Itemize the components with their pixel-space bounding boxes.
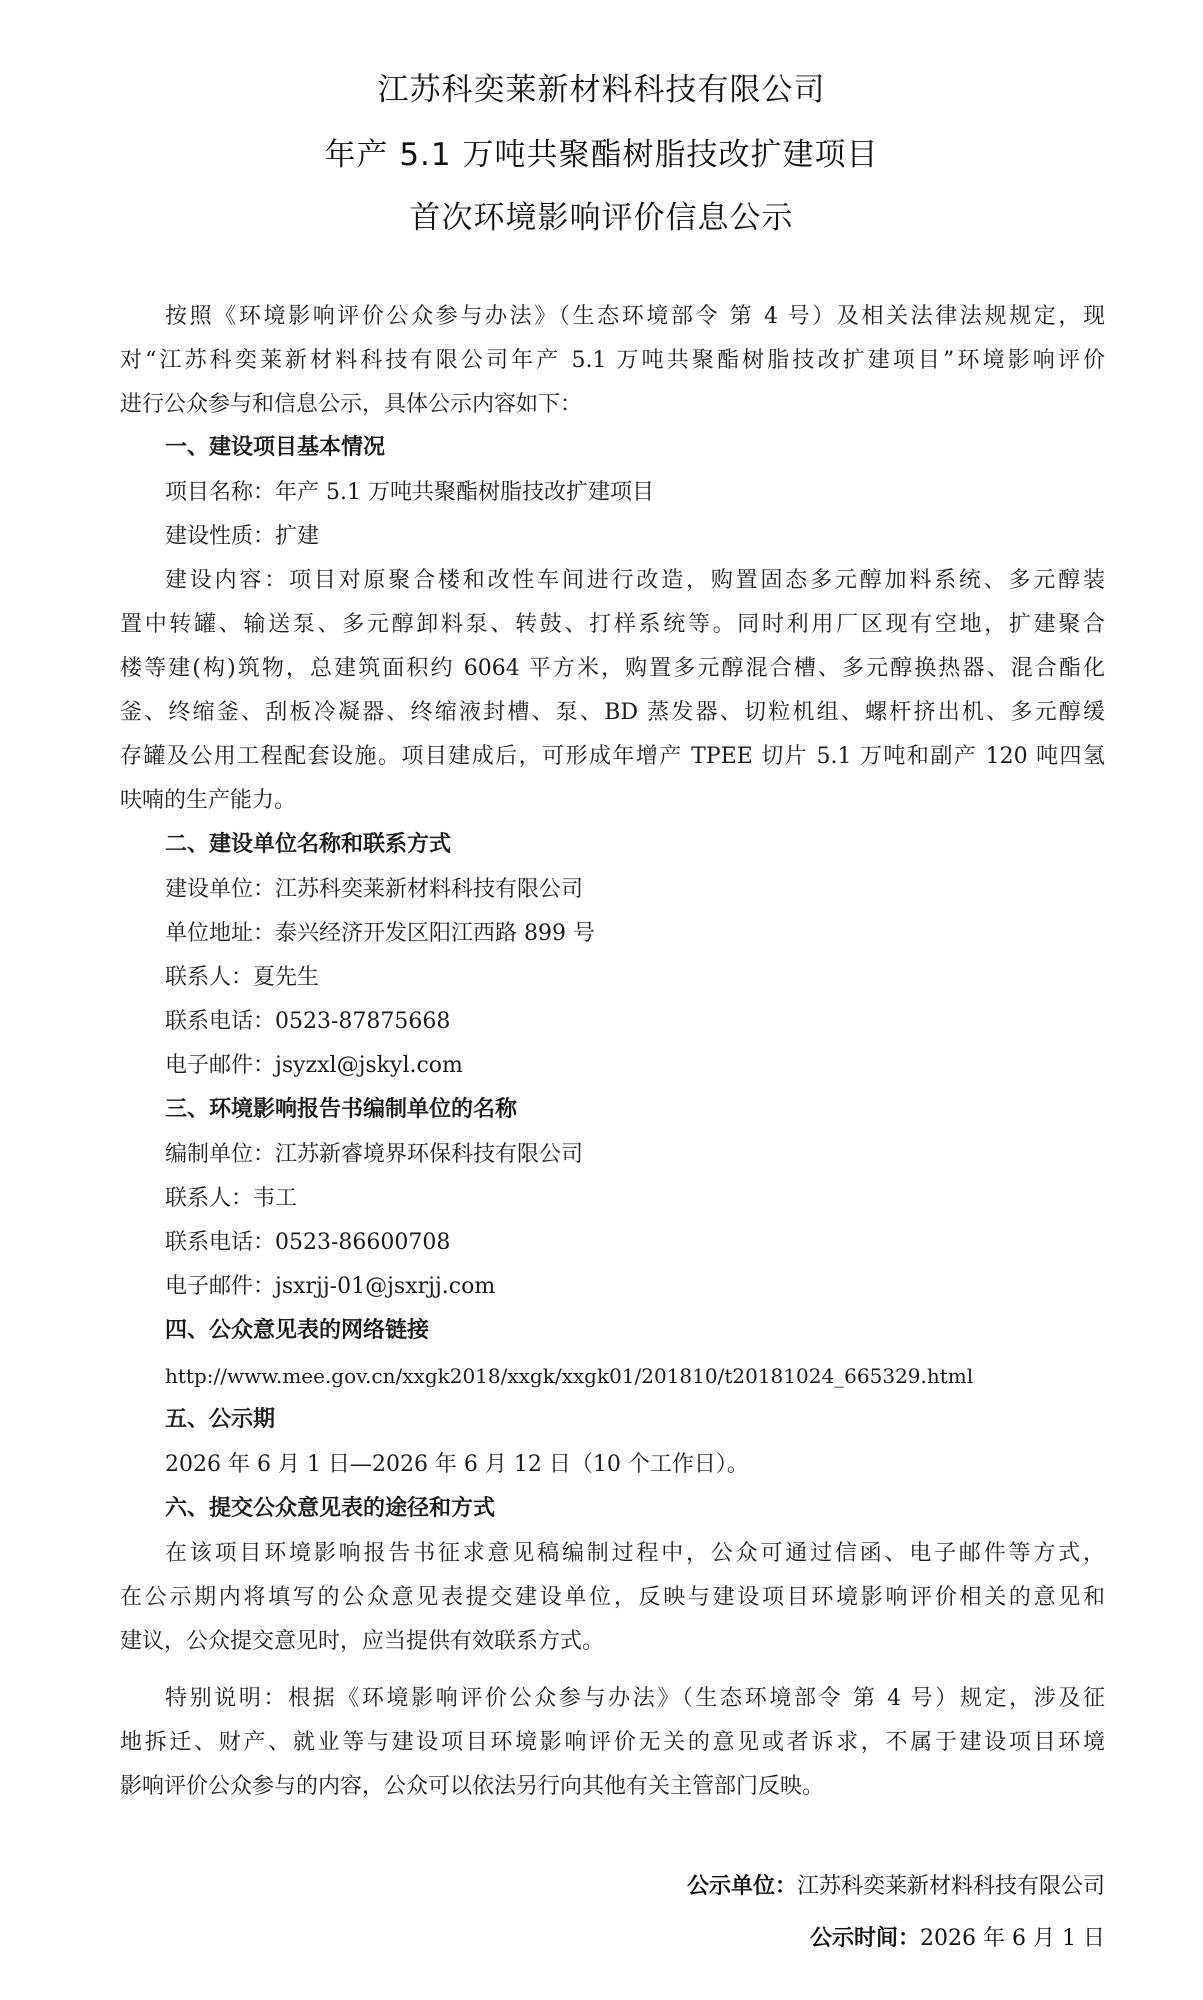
construction-content-line: 存罐及公用工程配套设施。项目建成后，可形成年增产 TPEE 切片 5.1 万吨和副产 120 吨四氢 bbox=[120, 744, 1105, 769]
opinion-form-link[interactable]: http://www.mee.gov.cn/xxgk2018/xxgk/xxgk01/201810/t20181024_665329.html bbox=[165, 1364, 974, 1388]
signoff-unit bbox=[687, 1872, 1105, 1902]
intro-line: 进行公众参与和信息公示，具体公示内容如下： bbox=[120, 392, 583, 417]
construction-content-line: 建设内容：项目对原聚合楼和改性车间进行改造，购置固态多元醇加料系统、多元醇装 bbox=[165, 568, 1105, 593]
document-title-project: 年产 5.1 万吨共聚酯树脂技改扩建项目 bbox=[324, 137, 879, 173]
construction-content-line: 置中转罐、输送泵、多元醇卸料泵、转鼓、打样系统等。同时利用厂区现有空地，扩建聚合 bbox=[120, 612, 1105, 637]
section-heading-report-unit: 三、环境影响报告书编制单位的名称 bbox=[165, 1097, 518, 1122]
developer-email: 电子邮件：jsyzxl@jskyl.com bbox=[165, 1053, 463, 1078]
project-name: 项目名称：年产 5.1 万吨共聚酯树脂技改扩建项目 bbox=[165, 480, 654, 505]
document-title-company: 江苏科奕莱新材料科技有限公司 bbox=[377, 72, 826, 108]
intro-line: 对“江苏科奕莱新材料科技有限公司年产 5.1 万吨共聚酯树脂技改扩建项目”环境影响评价 bbox=[120, 348, 1105, 373]
construction-content-line: 呋喃的生产能力。 bbox=[120, 788, 297, 813]
construction-content-line: 釜、终缩釜、刮板冷凝器、终缩液封槽、泵、BD 蒸发器、切粒机组、螺杆挤出机、多元醇缓 bbox=[120, 700, 1105, 725]
construction-nature: 建设性质：扩建 bbox=[165, 524, 320, 549]
submission-line: 在公示期内将填写的公众意见表提交建设单位，反映与建设项目环境影响评价相关的意见和 bbox=[120, 1585, 1105, 1610]
section-heading-link: 四、公众意见表的网络链接 bbox=[165, 1318, 430, 1343]
special-note-line: 地拆迁、财产、就业等与建设项目环境影响评价无关的意见或者诉求，不属于建设项目环境 bbox=[120, 1730, 1105, 1755]
signoff-time bbox=[810, 1924, 1105, 1954]
report-email: 电子邮件：jsxrjj-01@jsxrjj.com bbox=[165, 1274, 496, 1299]
section-heading-developer: 二、建设单位名称和联系方式 bbox=[165, 832, 452, 857]
signoff-time-value: 2026 年 6 月 1 日 bbox=[920, 1926, 1105, 1951]
special-note-line: 特别说明：根据《环境影响评价公众参与办法》（生态环境部令 第 4 号）规定，涉及征 bbox=[165, 1686, 1105, 1711]
submission-line: 在该项目环境影响报告书征求意见稿编制过程中，公众可通过信函、电子邮件等方式， bbox=[165, 1541, 1105, 1566]
developer-contact: 联系人：夏先生 bbox=[165, 965, 320, 990]
section-heading-period: 五、公示期 bbox=[165, 1407, 276, 1432]
intro-line: 按照《环境影响评价公众参与办法》（生态环境部令 第 4 号）及相关法律法规规定，现 bbox=[165, 304, 1105, 329]
signoff-time-label: 公示时间： bbox=[810, 1926, 921, 1951]
signoff-unit-value: 江苏科奕莱新材料科技有限公司 bbox=[796, 1874, 1105, 1899]
section-heading-submission: 六、提交公众意见表的途径和方式 bbox=[165, 1496, 496, 1521]
developer-phone: 联系电话：0523-87875668 bbox=[165, 1009, 451, 1034]
developer-address: 单位地址：泰兴经济开发区阳江西路 899 号 bbox=[165, 921, 595, 946]
construction-content-line: 楼等建(构)筑物，总建筑面积约 6064 平方米，购置多元醇混合槽、多元醇换热器、混合酯化 bbox=[120, 656, 1105, 681]
document-title-notice: 首次环境影响评价信息公示 bbox=[409, 200, 794, 236]
report-phone: 联系电话：0523-86600708 bbox=[165, 1230, 451, 1255]
report-unit: 编制单位：江苏新睿境界环保科技有限公司 bbox=[165, 1142, 584, 1167]
report-contact: 联系人：韦工 bbox=[165, 1186, 298, 1211]
submission-line: 建议，公众提交意见时，应当提供有效联系方式。 bbox=[120, 1629, 605, 1654]
notice-period: 2026 年 6 月 1 日—2026 年 6 月 12 日（10 个工作日）。 bbox=[165, 1452, 749, 1477]
signoff-unit-label: 公示单位： bbox=[686, 1874, 797, 1899]
developer-unit: 建设单位：江苏科奕莱新材料科技有限公司 bbox=[165, 877, 584, 902]
special-note-line: 影响评价公众参与的内容，公众可以依法另行向其他有关主管部门反映。 bbox=[120, 1774, 825, 1799]
section-heading-basic-info: 一、建设项目基本情况 bbox=[165, 435, 386, 460]
